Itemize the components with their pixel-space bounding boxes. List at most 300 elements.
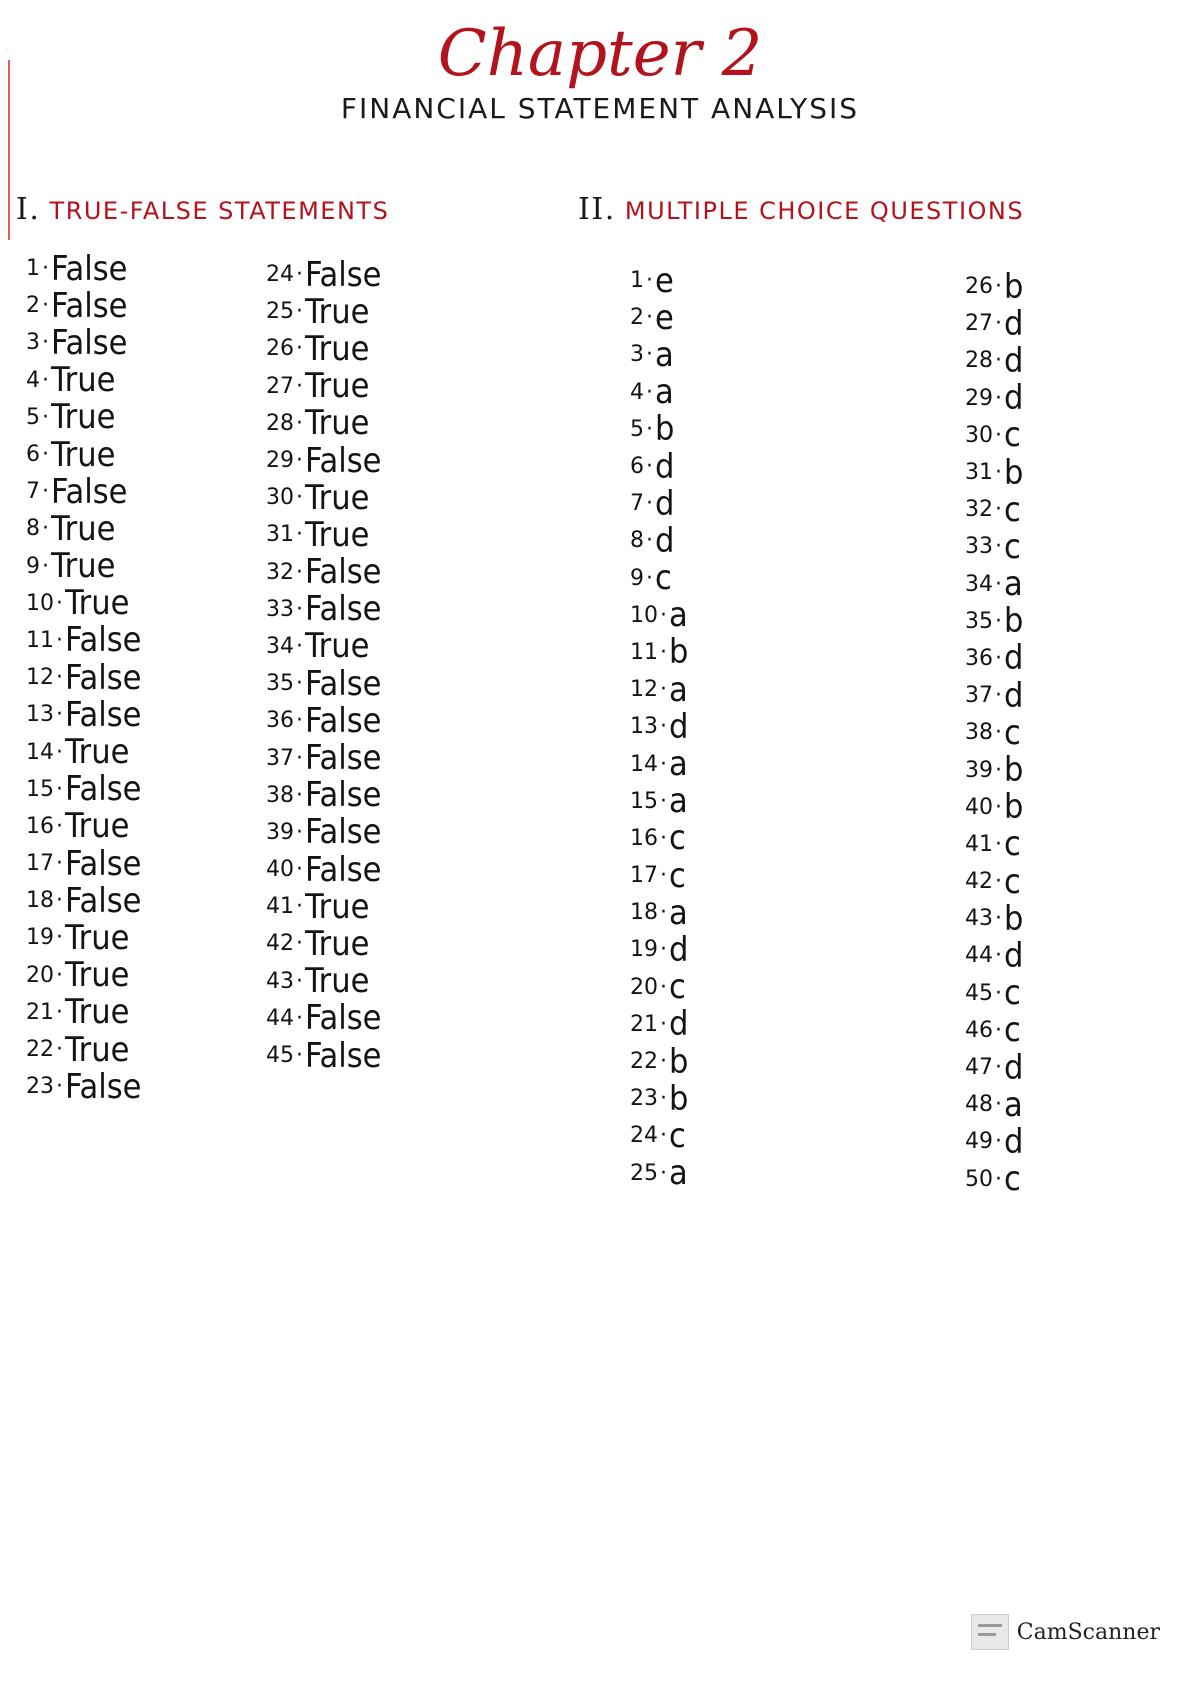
separator-dot: · [995, 460, 1002, 486]
separator-dot: · [995, 1129, 1002, 1155]
question-number: 46 [965, 1017, 993, 1043]
separator-dot: · [660, 751, 667, 777]
answer-item [630, 411, 688, 448]
answer-item [965, 714, 1023, 751]
separator-dot: · [296, 1043, 303, 1069]
separator-dot: · [646, 268, 653, 294]
answer-item [965, 380, 1023, 417]
answer-item [266, 554, 381, 591]
answer-value: False [305, 700, 382, 741]
answer-item [26, 399, 141, 436]
separator-dot: · [646, 491, 653, 517]
question-number: 38 [266, 782, 294, 808]
question-number: 23 [26, 1074, 54, 1100]
answer-value: e [655, 260, 674, 301]
answer-value: True [65, 732, 130, 773]
answer-value: c [669, 1115, 686, 1156]
question-number: 44 [965, 943, 993, 969]
question-number: 40 [266, 857, 294, 883]
camscanner-logo-icon [971, 1614, 1009, 1650]
question-number: 2 [630, 305, 644, 331]
answer-item [965, 677, 1023, 714]
question-number: 5 [26, 404, 40, 430]
answer-item [965, 1049, 1023, 1086]
separator-dot: · [660, 863, 667, 889]
question-number: 43 [965, 906, 993, 932]
separator-dot: · [56, 739, 63, 765]
separator-dot: · [296, 596, 303, 622]
answer-value: a [655, 372, 674, 413]
answer-item [26, 919, 141, 956]
answer-value: True [51, 397, 116, 438]
question-number: 21 [630, 1011, 658, 1037]
chapter-subtitle: FINANCIAL STATEMENT ANALYSIS [340, 92, 860, 125]
answer-value: c [655, 558, 672, 599]
answer-value: False [65, 620, 142, 661]
answer-value: True [305, 366, 370, 407]
separator-dot: · [296, 633, 303, 659]
answer-value: d [1004, 675, 1024, 716]
answer-value: True [51, 360, 116, 401]
separator-dot: · [42, 256, 49, 282]
question-number: 20 [26, 962, 54, 988]
question-number: 48 [965, 1092, 993, 1118]
question-number: 45 [965, 980, 993, 1006]
answer-value: True [65, 955, 130, 996]
question-number: 9 [26, 553, 40, 579]
question-number: 12 [26, 665, 54, 691]
answer-item [965, 454, 1023, 491]
separator-dot: · [296, 671, 303, 697]
question-number: 30 [266, 485, 294, 511]
answer-item [266, 1000, 381, 1037]
question-number: 39 [965, 757, 993, 783]
answer-item [965, 863, 1023, 900]
question-number: 49 [965, 1129, 993, 1155]
separator-dot: · [296, 894, 303, 920]
question-number: 1 [630, 268, 644, 294]
answer-item [965, 900, 1023, 937]
question-number: 42 [965, 869, 993, 895]
answer-value: False [65, 657, 142, 698]
question-number: 40 [965, 794, 993, 820]
answer-item [26, 957, 141, 994]
answer-item [266, 888, 381, 925]
question-number: 43 [266, 968, 294, 994]
true-false-column-1 [26, 250, 141, 1105]
answer-item [26, 548, 141, 585]
question-number: 31 [965, 460, 993, 486]
answer-value: a [1004, 564, 1023, 605]
answer-value: True [65, 1029, 130, 1070]
answer-item [630, 969, 688, 1006]
question-number: 24 [266, 262, 294, 288]
separator-dot: · [296, 522, 303, 548]
answer-value: False [65, 769, 142, 810]
answer-value: c [669, 818, 686, 859]
separator-dot: · [995, 311, 1002, 337]
question-number: 35 [266, 671, 294, 697]
separator-dot: · [56, 851, 63, 877]
answer-item [26, 845, 141, 882]
answer-value: True [51, 546, 116, 587]
question-number: 9 [630, 565, 644, 591]
answer-item [266, 777, 381, 814]
separator-dot: · [995, 757, 1002, 783]
answer-value: True [305, 886, 370, 927]
separator-dot: · [42, 553, 49, 579]
answer-value: d [655, 483, 675, 524]
answer-value: b [655, 409, 675, 450]
answer-item [965, 975, 1023, 1012]
separator-dot: · [296, 745, 303, 771]
separator-dot: · [995, 385, 1002, 411]
question-number: 27 [965, 311, 993, 337]
answer-value: c [1004, 415, 1021, 456]
question-number: 25 [266, 299, 294, 325]
separator-dot: · [296, 782, 303, 808]
question-number: 14 [630, 751, 658, 777]
separator-dot: · [56, 627, 63, 653]
question-number: 20 [630, 974, 658, 1000]
answer-item [630, 931, 688, 968]
answer-value: False [305, 738, 382, 779]
question-number: 13 [630, 714, 658, 740]
separator-dot: · [995, 1017, 1002, 1043]
answer-value: d [1004, 638, 1024, 679]
question-number: 19 [26, 925, 54, 951]
answer-item [630, 708, 688, 745]
answer-item [630, 560, 688, 597]
answer-item [630, 262, 688, 299]
question-number: 39 [266, 819, 294, 845]
answer-value: d [1004, 935, 1024, 976]
answer-item [26, 473, 141, 510]
separator-dot: · [995, 1166, 1002, 1192]
answer-item [630, 671, 688, 708]
separator-dot: · [56, 702, 63, 728]
answer-item [630, 1043, 688, 1080]
separator-dot: · [660, 900, 667, 926]
question-number: 50 [965, 1166, 993, 1192]
question-number: 36 [965, 645, 993, 671]
answer-value: b [669, 632, 689, 673]
answer-value: b [669, 1078, 689, 1119]
separator-dot: · [660, 937, 667, 963]
answer-item [630, 1080, 688, 1117]
answer-value: False [305, 663, 382, 704]
answer-item [266, 368, 381, 405]
answer-item [266, 963, 381, 1000]
answer-value: d [1004, 303, 1024, 344]
answer-value: b [1004, 750, 1024, 791]
question-number: 28 [266, 410, 294, 436]
answer-value: b [1004, 266, 1024, 307]
separator-dot: · [296, 1005, 303, 1031]
answer-item [630, 597, 688, 634]
answer-item [965, 826, 1023, 863]
separator-dot: · [296, 262, 303, 288]
answer-value: True [65, 992, 130, 1033]
separator-dot: · [56, 776, 63, 802]
question-number: 26 [965, 274, 993, 300]
answer-item [630, 299, 688, 336]
answer-item [26, 287, 141, 324]
camscanner-watermark [971, 1614, 1160, 1650]
answer-item [266, 405, 381, 442]
question-number: 21 [26, 999, 54, 1025]
answer-item [965, 342, 1023, 379]
answer-item [630, 374, 688, 411]
question-number: 17 [630, 863, 658, 889]
question-number: 15 [26, 776, 54, 802]
section-true-false-heading [16, 192, 389, 227]
answer-value: True [305, 514, 370, 555]
separator-dot: · [995, 497, 1002, 523]
question-number: 27 [266, 373, 294, 399]
answer-value: True [65, 806, 130, 847]
answer-item [26, 1068, 141, 1105]
answer-item [965, 1086, 1023, 1123]
answer-item [965, 1161, 1023, 1198]
answer-value: True [65, 917, 130, 958]
answer-value: True [305, 961, 370, 1002]
separator-dot: · [56, 1037, 63, 1063]
answer-value: d [1004, 340, 1024, 381]
answer-item [26, 324, 141, 361]
separator-dot: · [296, 336, 303, 362]
question-number: 4 [26, 367, 40, 393]
question-number: 32 [266, 559, 294, 585]
separator-dot: · [995, 720, 1002, 746]
question-number: 23 [630, 1086, 658, 1112]
answer-item [26, 696, 141, 733]
separator-dot: · [42, 404, 49, 430]
question-number: 8 [630, 528, 644, 554]
separator-dot: · [646, 565, 653, 591]
separator-dot: · [995, 534, 1002, 560]
question-number: 16 [26, 813, 54, 839]
question-number: 18 [630, 900, 658, 926]
question-number: 37 [965, 683, 993, 709]
answer-value: False [305, 254, 382, 295]
answer-item [630, 820, 688, 857]
question-number: 19 [630, 937, 658, 963]
answer-item [630, 857, 688, 894]
separator-dot: · [42, 516, 49, 542]
answer-item [630, 744, 688, 785]
answer-value: c [1004, 861, 1021, 902]
answer-item [965, 640, 1023, 677]
question-number: 42 [266, 931, 294, 957]
answer-value: c [1004, 973, 1021, 1014]
separator-dot: · [646, 528, 653, 554]
separator-dot: · [56, 925, 63, 951]
answer-item [630, 336, 688, 373]
separator-dot: · [646, 342, 653, 368]
answer-value: d [1004, 1121, 1024, 1162]
answer-item [965, 937, 1023, 974]
answer-value: c [1004, 489, 1021, 530]
answer-value: b [1004, 787, 1024, 828]
answer-item [266, 442, 381, 479]
answer-item [266, 330, 381, 367]
answer-item [266, 851, 381, 888]
answer-value: c [1004, 1159, 1021, 1200]
answer-item [26, 732, 141, 773]
question-number: 28 [965, 348, 993, 374]
question-number: 47 [965, 1055, 993, 1081]
separator-dot: · [995, 1055, 1002, 1081]
answer-value: b [669, 1041, 689, 1082]
answer-item [630, 783, 688, 820]
question-number: 33 [266, 596, 294, 622]
answer-value: False [65, 1066, 142, 1107]
answer-value: c [1004, 1010, 1021, 1051]
answer-item [266, 516, 381, 553]
answer-item [630, 1006, 688, 1043]
separator-dot: · [296, 410, 303, 436]
separator-dot: · [296, 559, 303, 585]
answer-value: a [669, 744, 688, 785]
answer-item [965, 528, 1023, 565]
question-number: 17 [26, 851, 54, 877]
answer-item [266, 925, 381, 962]
separator-dot: · [995, 645, 1002, 671]
answer-value: c [1004, 824, 1021, 865]
answer-value: d [669, 929, 689, 970]
answer-item [266, 479, 381, 516]
answer-value: d [669, 706, 689, 747]
answer-item [965, 268, 1023, 305]
answer-item [630, 1155, 688, 1192]
answer-value: False [305, 589, 382, 630]
answer-item [630, 1117, 688, 1154]
answer-item [266, 702, 381, 739]
question-number: 31 [266, 522, 294, 548]
answer-item [26, 436, 141, 473]
answer-item [26, 622, 141, 659]
separator-dot: · [660, 1123, 667, 1149]
answer-item [965, 1012, 1023, 1049]
question-number: 41 [965, 831, 993, 857]
answer-value: d [1004, 378, 1024, 419]
answer-value: False [51, 285, 128, 326]
answer-item [26, 771, 141, 808]
question-number: 45 [266, 1043, 294, 1069]
answer-value: a [669, 892, 688, 933]
question-number: 2 [26, 293, 40, 319]
question-number: 37 [266, 745, 294, 771]
answer-item [266, 293, 381, 330]
section-numeral: I. [16, 192, 41, 227]
answer-value: True [305, 923, 370, 964]
answer-value: a [669, 1153, 688, 1194]
question-number: 29 [965, 385, 993, 411]
question-number: 8 [26, 516, 40, 542]
separator-dot: · [995, 422, 1002, 448]
separator-dot: · [660, 1160, 667, 1186]
section-numeral: II. [578, 192, 616, 227]
answer-value: d [1004, 1047, 1024, 1088]
section-title: MULTIPLE CHOICE QUESTIONS [624, 197, 1025, 225]
separator-dot: · [56, 665, 63, 691]
question-number: 44 [266, 1005, 294, 1031]
separator-dot: · [660, 677, 667, 703]
answer-item [266, 814, 381, 851]
separator-dot: · [296, 931, 303, 957]
question-number: 10 [630, 602, 658, 628]
question-number: 36 [266, 708, 294, 734]
answer-item [26, 659, 141, 696]
separator-dot: · [995, 1092, 1002, 1118]
answer-value: True [305, 403, 370, 444]
answer-item [630, 448, 688, 485]
answer-item [266, 591, 381, 628]
question-number: 32 [965, 497, 993, 523]
question-number: 13 [26, 702, 54, 728]
answer-value: True [305, 328, 370, 369]
separator-dot: · [660, 1086, 667, 1112]
section-multiple-choice-heading [578, 192, 1024, 227]
separator-dot: · [995, 608, 1002, 634]
question-number: 22 [26, 1037, 54, 1063]
answer-value: False [65, 880, 142, 921]
separator-dot: · [296, 819, 303, 845]
question-number: 12 [630, 677, 658, 703]
separator-dot: · [995, 906, 1002, 932]
separator-dot: · [995, 794, 1002, 820]
answer-item [965, 603, 1023, 640]
answer-item [630, 634, 688, 671]
question-number: 15 [630, 788, 658, 814]
answer-value: c [669, 967, 686, 1008]
question-number: 34 [266, 633, 294, 659]
separator-dot: · [995, 869, 1002, 895]
separator-dot: · [995, 943, 1002, 969]
separator-dot: · [646, 305, 653, 331]
answer-value: a [669, 595, 688, 636]
separator-dot: · [995, 348, 1002, 374]
answer-value: b [1004, 601, 1024, 642]
answer-value: a [669, 781, 688, 822]
question-number: 11 [26, 627, 54, 653]
answer-value: d [655, 446, 675, 487]
answer-item [266, 665, 381, 702]
answer-value: False [305, 552, 382, 593]
separator-dot: · [42, 442, 49, 468]
question-number: 33 [965, 534, 993, 560]
separator-dot: · [660, 788, 667, 814]
question-number: 26 [266, 336, 294, 362]
answer-value: True [305, 291, 370, 332]
separator-dot: · [995, 274, 1002, 300]
question-number: 3 [630, 342, 644, 368]
answer-item [266, 256, 381, 293]
answer-value: c [1004, 712, 1021, 753]
separator-dot: · [56, 962, 63, 988]
answer-value: False [51, 248, 128, 289]
separator-dot: · [660, 602, 667, 628]
answer-item [26, 585, 141, 622]
answer-value: a [655, 334, 674, 375]
answer-item [266, 628, 381, 665]
answer-value: a [1004, 1084, 1023, 1125]
separator-dot: · [296, 708, 303, 734]
separator-dot: · [660, 1011, 667, 1037]
answer-item [26, 510, 141, 547]
answer-value: False [305, 812, 382, 853]
